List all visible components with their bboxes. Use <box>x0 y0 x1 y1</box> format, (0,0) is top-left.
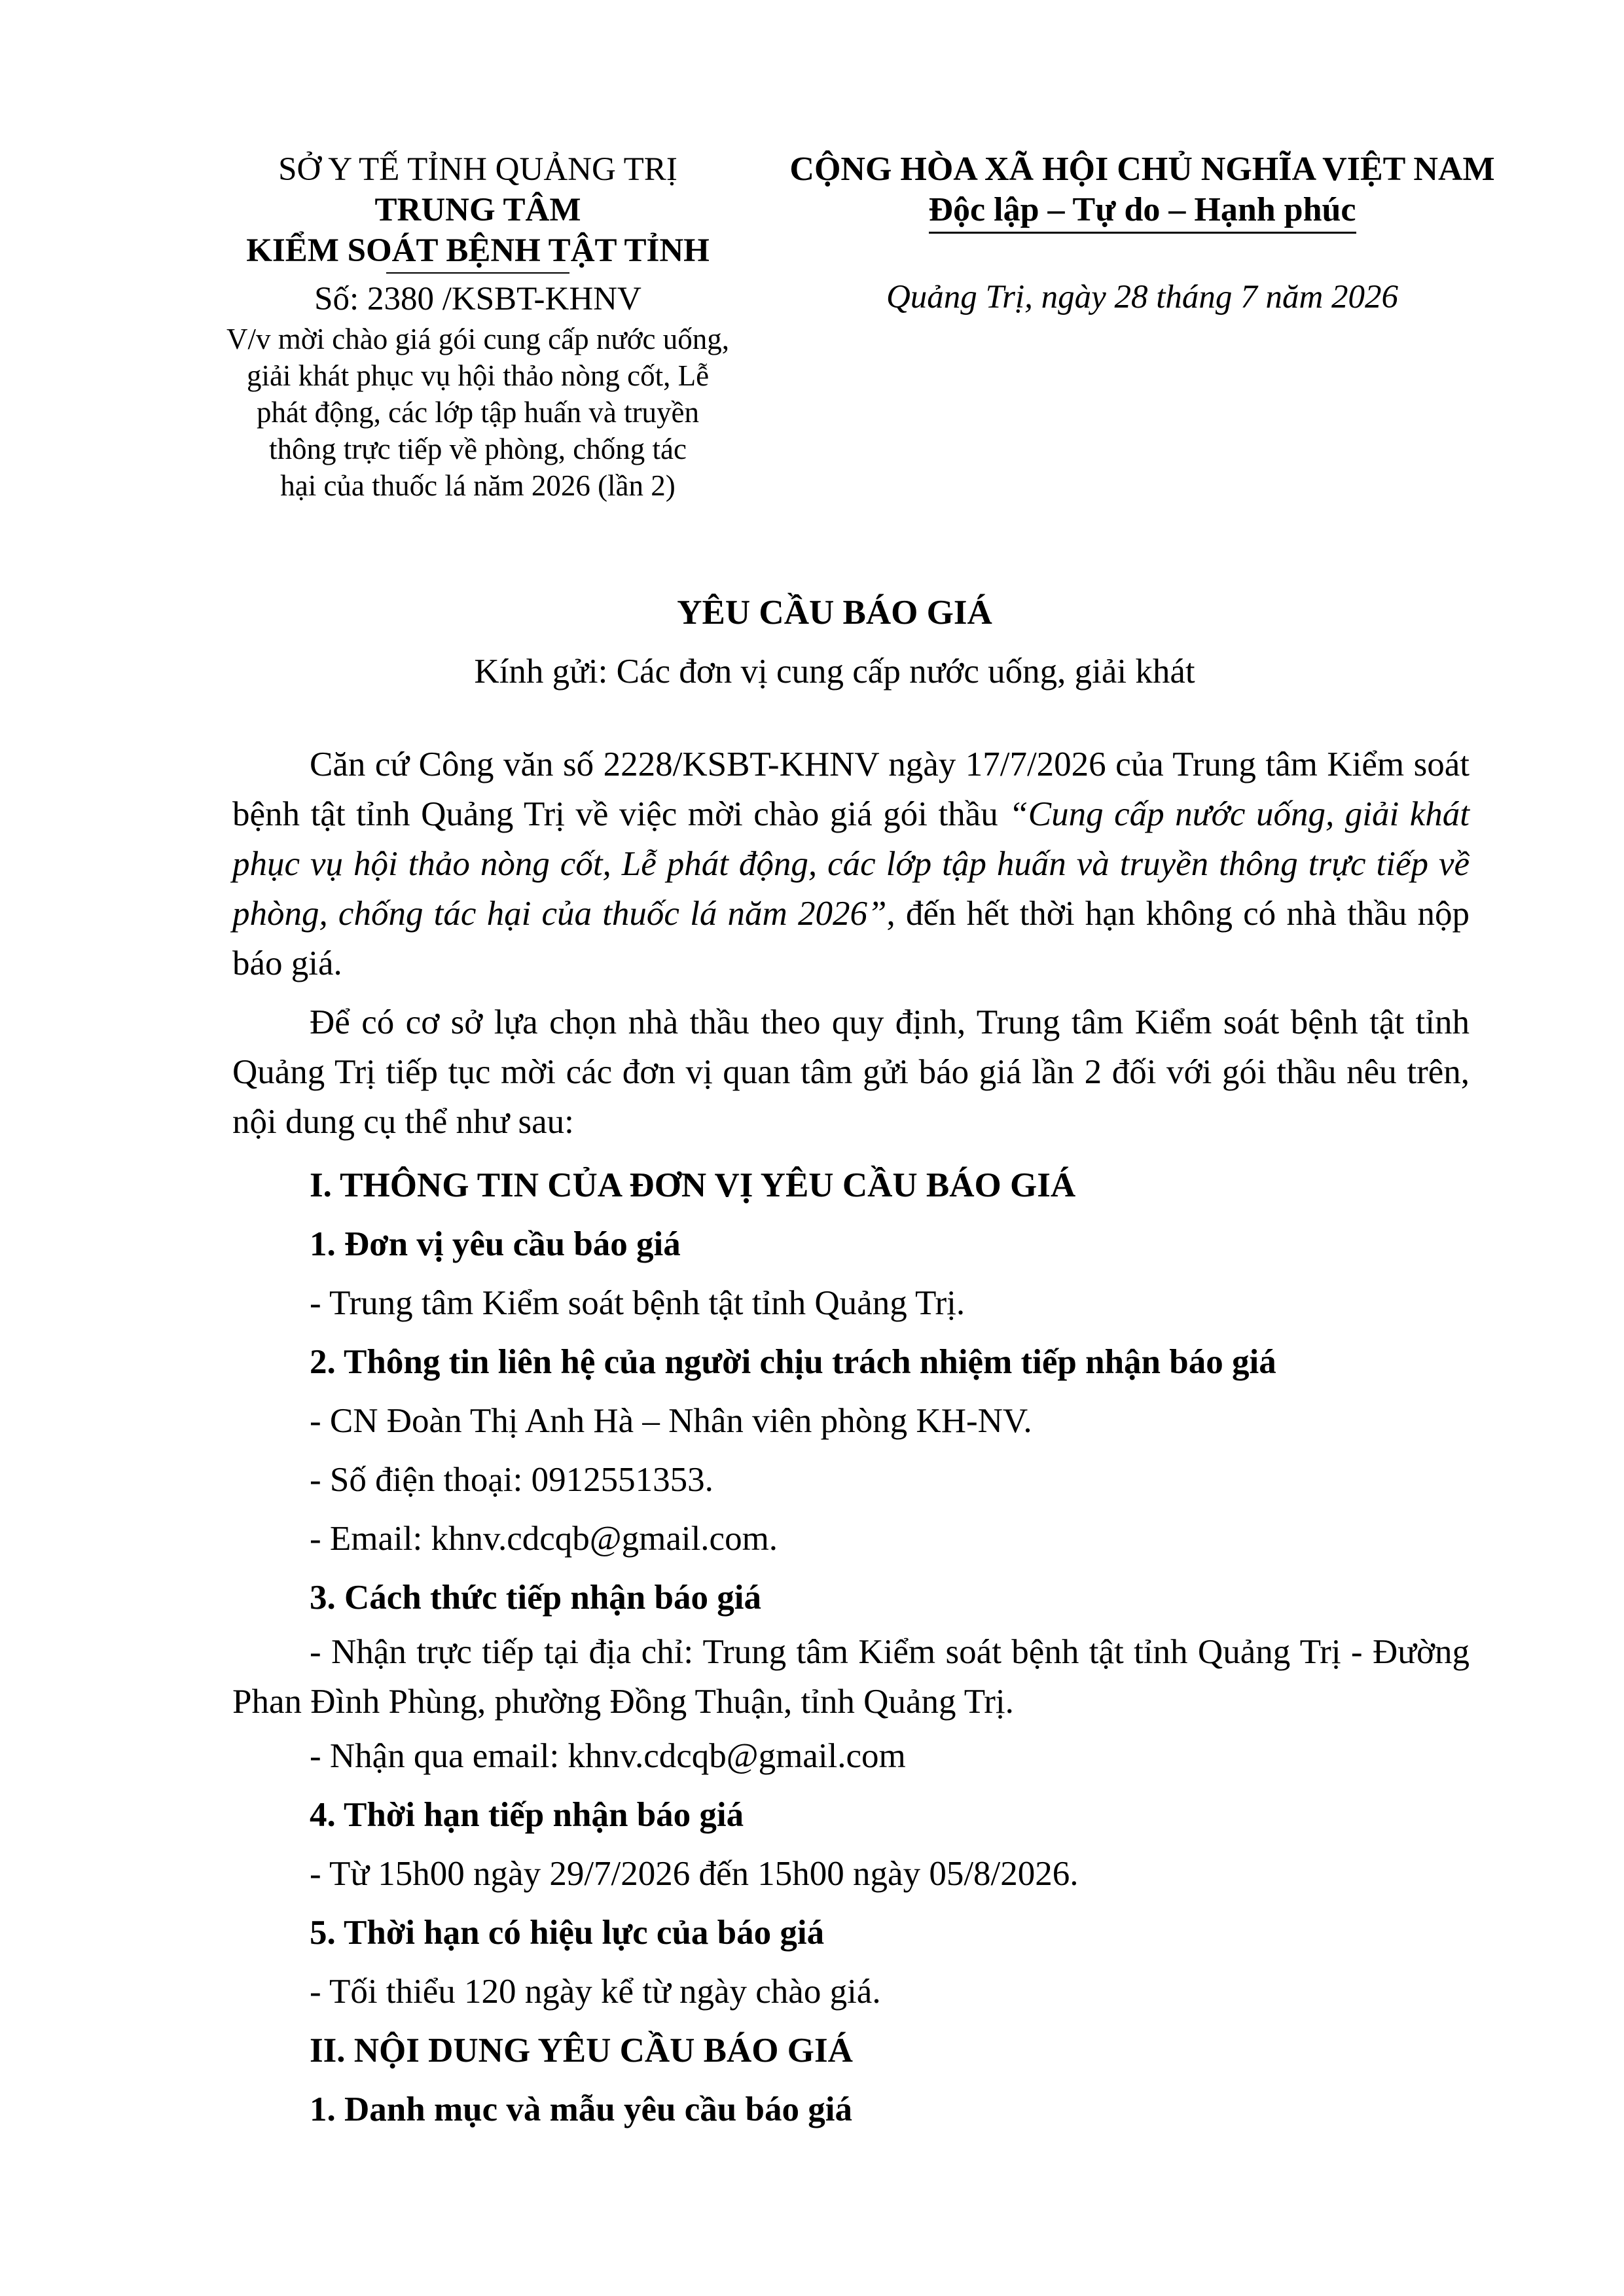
date-year: năm 2026 <box>1265 279 1399 315</box>
validity-period: - Tối thiểu 120 ngày kể từ ngày chào giá. <box>310 1973 881 2011</box>
contact-person: - CN Đoàn Thị Anh Hà – Nhân viên phòng KH-NV. <box>310 1402 1032 1440</box>
requesting-unit: - Trung tâm Kiểm soát bệnh tật tỉnh Quảng Trị. <box>310 1284 965 1322</box>
para1-after: , đến hết thời hạn không có nhà thầu nộp báo giá. <box>232 895 1470 982</box>
contact-phone: - Số điện thoại: 0912551353. <box>310 1461 713 1499</box>
subject-line: V/v mời chào giá gói cung cấp nước uống, <box>226 323 730 355</box>
receiving-period: - Từ 15h00 ngày 29/7/2026 đến 15h00 ngày 05/8/2026. <box>310 1855 1079 1893</box>
issuing-agency-block <box>196 149 759 504</box>
section-2-heading: II. NỘI DUNG YÊU CẦU BÁO GIÁ <box>310 2032 853 2070</box>
subsection-1-4-heading: 4. Thời hạn tiếp nhận báo giá <box>310 1796 744 1834</box>
paragraph-invitation: Để có cơ sở lựa chọn nhà thầu theo quy định, Trung tâm Kiểm soát bệnh tật tỉnh Quảng Trị tiếp tục mời các đơn vị quan tâm gửi báo giá lần 2 đối với gói thầu nêu trên, nội dung cụ thể như sau: <box>232 1003 1470 1141</box>
package-name: “Cung cấp nước uống, giải khát phục vụ hội thảo nòng cốt, Lễ phát động, các lớp tập huấn và truyền thông trực tiếp về phòng, chống tác hại của thuốc lá năm 2026” <box>232 795 1470 933</box>
date-month-label: tháng <box>1156 279 1233 315</box>
nation-title: CỘNG HÒA XÃ HỘI CHỦ NGHĨA VIỆT NAM <box>789 151 1495 188</box>
national-header-block <box>766 149 1519 317</box>
subject-line: thông trực tiếp về phòng, chống tác <box>269 433 687 465</box>
recipient-line: Kính gửi: Các đơn vị cung cấp nước uống, giải khát <box>474 653 1195 691</box>
date-month: 7 <box>1240 279 1257 315</box>
document-title: YÊU CẦU BÁO GIÁ <box>677 594 992 632</box>
subject-summary <box>196 321 759 504</box>
ref-number: 2380 <box>367 281 434 317</box>
paragraph-basis <box>232 740 1470 988</box>
ref-prefix: Số: <box>314 281 359 317</box>
ref-suffix: /KSBT-KHNV <box>442 281 641 317</box>
receive-by-email: - Nhận qua email: khnv.cdcqb@gmail.com <box>310 1737 906 1775</box>
issue-date <box>766 277 1519 317</box>
header-divider <box>386 272 569 274</box>
contact-email: - Email: khnv.cdcqb@gmail.com. <box>310 1520 778 1558</box>
national-motto: Độc lập – Tự do – Hạnh phúc <box>929 190 1356 234</box>
subject-line: phát động, các lớp tập huấn và truyền <box>256 396 700 429</box>
date-place: Quảng Trị, ngày <box>886 279 1106 315</box>
subject-line: hại của thuốc lá năm 2026 (lần 2) <box>280 469 676 502</box>
subsection-1-5-heading: 5. Thời hạn có hiệu lực của báo giá <box>310 1914 825 1952</box>
parent-agency: SỞ Y TẾ TỈNH QUẢNG TRỊ <box>278 151 677 188</box>
para1-before: Căn cứ Công văn số 2228/KSBT-KHNV ngày 17/7/2026 của Trung tâm Kiểm soát bệnh tật tỉnh Quảng Trị về việc mời chào giá gói thầu <box>232 745 1470 833</box>
center-name-line1: TRUNG TÂM <box>374 192 581 228</box>
subsection-1-2-heading: 2. Thông tin liên hệ của người chịu trách nhiệm tiếp nhận báo giá <box>310 1343 1276 1381</box>
receive-in-person: - Nhận trực tiếp tại địa chỉ: Trung tâm Kiểm soát bệnh tật tỉnh Quảng Trị - Đường Phan Đình Phùng, phường Đồng Thuận, tỉnh Quảng Trị. <box>232 1633 1470 1721</box>
section-1-heading: I. THÔNG TIN CỦA ĐƠN VỊ YÊU CẦU BÁO GIÁ <box>310 1166 1076 1204</box>
center-name-line2: KIỂM SOÁT BỆNH TẬT TỈNH <box>246 232 710 269</box>
document-body <box>232 740 1470 2139</box>
date-day: 28 <box>1114 279 1148 315</box>
reference-number <box>196 279 759 319</box>
subsection-1-3-heading: 3. Cách thức tiếp nhận báo giá <box>310 1579 761 1617</box>
subsection-1-1-heading: 1. Đơn vị yêu cầu báo giá <box>310 1225 681 1263</box>
subject-line: giải khát phục vụ hội thảo nòng cốt, Lễ <box>246 359 710 392</box>
subsection-2-1-heading: 1. Danh mục và mẫu yêu cầu báo giá <box>310 2090 852 2128</box>
